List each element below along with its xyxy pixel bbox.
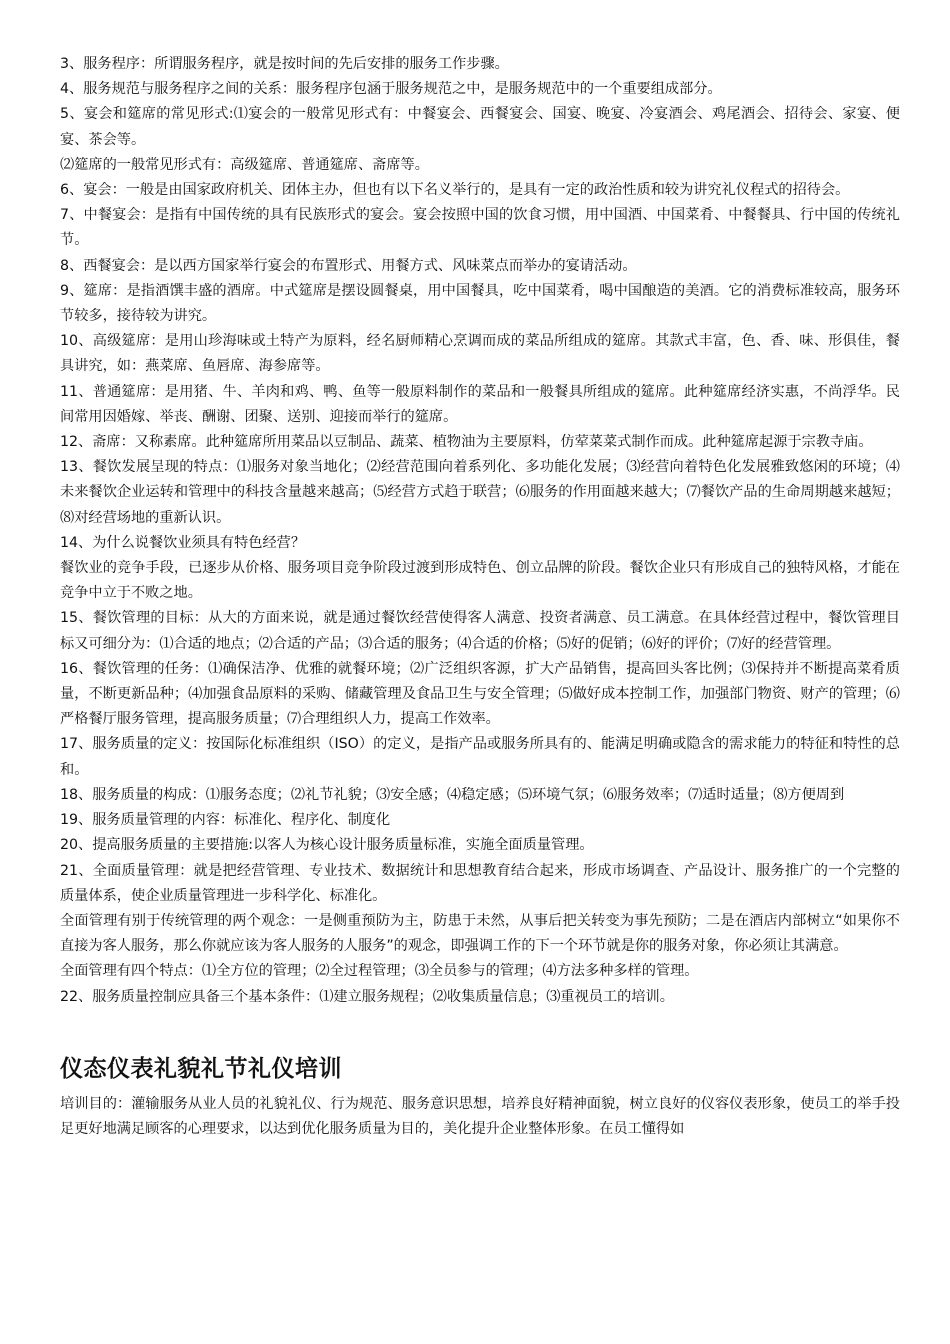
paragraph-21: 21、全面质量管理：就是把经营管理、专业技术、数据统计和思想教育结合起来，形成市场调查、产品设计、服务推广的一个完整的质量体系，使企业质量管理进一步科学化、标准化。	[60, 862, 900, 904]
paragraph-16: 16、餐饮管理的任务：⑴确保洁净、优雅的就餐环境；⑵广泛组织客源，扩大产品销售，提高回头客比例；⑶保持并不断提高菜肴质量，不断更新品种；⑷加强食品原料的采购、储藏管理及食品卫生与安全管理；⑸做好成本控制工作，加强部门物资、财产的管理；⑹严格餐厅服务管理，提高服务质量；⑺合理组织人力，提高工作效率。	[60, 660, 900, 728]
section-heading: 仪态仪表礼貌礼节礼仪培训	[60, 1055, 342, 1082]
paragraph-7: 7、中餐宴会：是指有中国传统的具有民族形式的宴会。宴会按照中国的饮食习惯，用中国酒、中国菜肴、中餐餐具、行中国的传统礼节。	[60, 207, 900, 249]
paragraph-20: 20、提高服务质量的主要措施:以客人为核心设计服务质量标准，实施全面质量管理。	[60, 837, 594, 854]
paragraph-22: 22、服务质量控制应具备三个基本条件：⑴建立服务规程；⑵收集质量信息；⑶重视员工的培训。	[60, 988, 674, 1005]
paragraph-21-concepts: 全面管理有别于传统管理的两个观念：一是侧重预防为主，防患于未然，从事后把关转变为事先预防；二是在酒店内部树立“如果你不直接为客人服务，那么你就应该为客人服务的人服务”的观念，即强调工作的下一个环节就是你的服务对象，你必须让其满意。	[60, 912, 900, 955]
paragraph-11: 11、普通筵席：是用猪、牛、羊肉和鸡、鸭、鱼等一般原料制作的菜品和一般餐具所组成的筵席。此种筵席经济实惠，不尚浮华。民间常用因婚嫁、举丧、酬谢、团聚、送别、迎接而举行的筵席。	[60, 383, 900, 425]
section-intro: 培训目的：灌输服务从业人员的礼貌礼仪、行为规范、服务意识思想，培养良好精神面貌，树立良好的仪容仪表形象，使员工的举手投足更好地满足顾客的心理要求，以达到优化服务质量为目的，美化提升企业整体形象。在员工懂得如	[60, 1095, 900, 1137]
paragraph-6: 6、宴会：一般是由国家政府机关、团体主办，但也有以下名义举行的，是具有一定的政治性质和较为讲究礼仪程式的招待会。	[60, 182, 850, 199]
paragraph-15: 15、餐饮管理的目标：从大的方面来说，就是通过餐饮经营使得客人满意、投资者满意、员工满意。在具体经营过程中，餐饮管理目标又可细分为：⑴合适的地点；⑵合适的产品；⑶合适的服务；⑷合适的价格；⑸好的促销；⑹好的评价；⑺好的经营管理。	[60, 610, 900, 652]
paragraph-14-answer: 餐饮业的竞争手段，已逐步从价格、服务项目竞争阶段过渡到形成特色、创立品牌的阶段。餐饮企业只有形成自己的独特风格，才能在竞争中立于不败之地。	[60, 560, 900, 602]
paragraph-21-features: 全面管理有四个特点：⑴全方位的管理；⑵全过程管理；⑶全员参与的管理；⑷方法多种多样的管理。	[60, 963, 699, 980]
paragraph-3: 3、服务程序：所谓服务程序，就是按时间的先后安排的服务工作步骤。	[60, 56, 509, 72]
paragraph-19: 19、服务质量管理的内容：标准化、程序化、制度化	[60, 812, 391, 829]
paragraph-14: 14、为什么说餐饮业须具有特色经营？	[60, 534, 306, 551]
paragraph-9: 9、筵席：是指酒馔丰盛的酒席。中式筵席是摆设圆餐桌，用中国餐具，吃中国菜肴，喝中国酿造的美酒。它的消费标准较高，服务环节较多，接待较为讲究。	[60, 282, 900, 325]
paragraph-5-2: ⑵筵席的一般常见形式有：高级筵席、普通筵席、斋席等。	[60, 156, 429, 173]
paragraph-13: 13、餐饮发展呈现的特点：⑴服务对象当地化；⑵经营范围向着系列化、多功能化发展；⑶经营向着特色化发展雅致悠闲的环境；⑷未来餐饮企业运转和管理中的科技含量越来越高；⑸经营方式趋于联营；⑹服务的作用面越来越大；⑺餐饮产品的生命周期越来越短；⑻对经营场地的重新认识。	[60, 459, 900, 526]
paragraph-12: 12、斋席：又称素席。此种筵席所用菜品以豆制品、蔬菜、植物油为主要原料，仿荤菜菜式制作而成。此种筵席起源于宗教寺庙。	[60, 434, 873, 451]
paragraph-4: 4、服务规范与服务程序之间的关系：服务程序包涵于服务规范之中，是服务规范中的一个重要组成部分。	[60, 81, 722, 98]
section-spacer	[60, 1010, 900, 1052]
paragraph-5: 5、宴会和筵席的常见形式:⑴宴会的一般常见形式有：中餐宴会、西餐宴会、国宴、晚宴、冷宴酒会、鸡尾酒会、招待会、家宴、便宴、茶会等。	[60, 106, 900, 148]
paragraph-10: 10、高级筵席：是用山珍海味或土特产为原料，经名厨师精心烹调而成的菜品所组成的筵席。其款式丰富，色、香、味、形俱佳，餐具讲究，如：燕菜席、鱼唇席、海参席等。	[60, 333, 900, 375]
paragraph-17: 17、服务质量的定义：按国际化标准组织（ISO）的定义，是指产品或服务所具有的、能满足明确或隐含的需求能力的特征和特性的总和。	[60, 736, 900, 778]
document-body	[60, 52, 900, 1142]
paragraph-8: 8、西餐宴会：是以西方国家举行宴会的布置形式、用餐方式、风味菜点而举办的宴请活动。	[60, 257, 637, 274]
paragraph-18: 18、服务质量的构成：⑴服务态度；⑵礼节礼貌；⑶安全感；⑷稳定感；⑸环境气氛；⑹服务效率；⑺适时适量；⑻方便周到	[60, 786, 845, 803]
